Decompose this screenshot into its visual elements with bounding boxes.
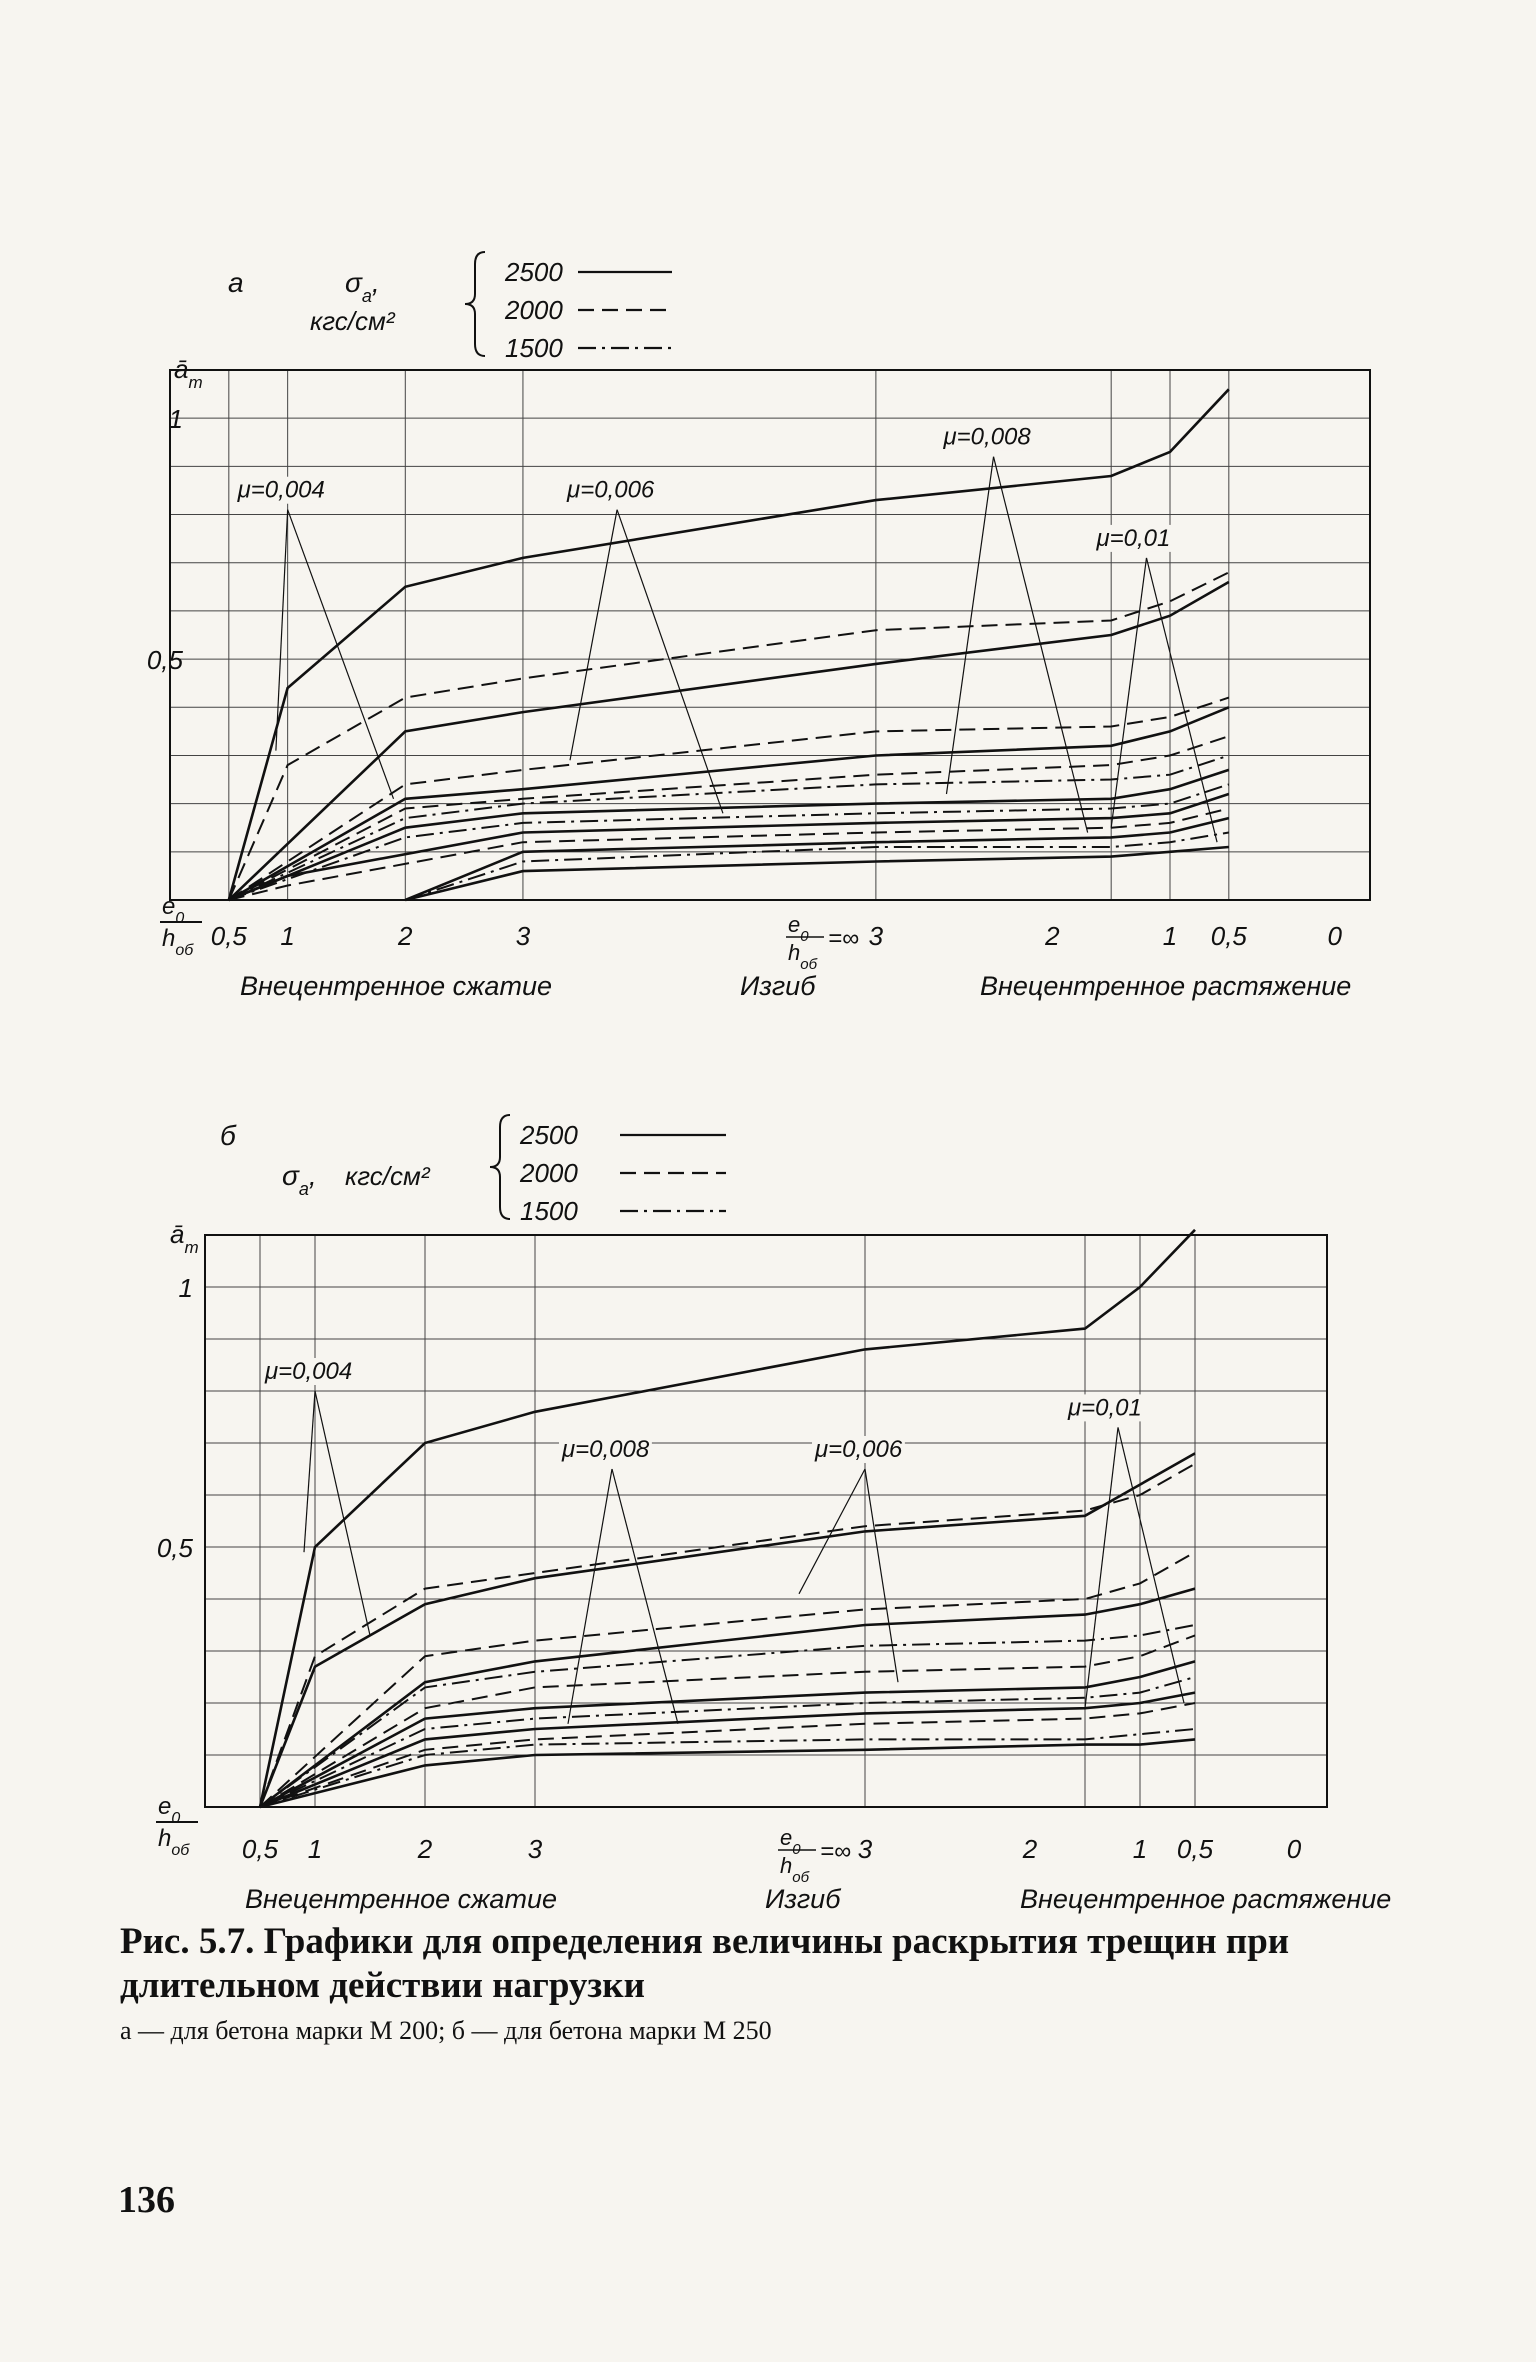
- x-tick-label: 0,5: [1176, 1834, 1214, 1864]
- data-series-12-dashdot: [260, 1729, 1195, 1807]
- mu-annotation-label: μ=0,004: [265, 1358, 353, 1385]
- y-tick-label: 1: [178, 1273, 193, 1303]
- legend-symbol-suffix: ,: [371, 267, 380, 298]
- x-tick-label: 1: [1132, 1834, 1148, 1864]
- y-axis-label-sub: т: [188, 372, 203, 392]
- x-axis-label-den-sub: об: [175, 941, 194, 959]
- annotation-leader-line: [612, 1469, 678, 1724]
- x-axis-label-num-main: e: [162, 893, 176, 920]
- x-tick-label: 3: [868, 921, 884, 951]
- caption-note: а — для бетона марки М 200; б — для бетона марки М 250: [120, 2016, 772, 2045]
- x-axis-label-den-sub: об: [171, 1841, 190, 1859]
- x-tick-label: 3: [857, 1834, 873, 1864]
- center-label-num-sub: 0: [800, 927, 809, 945]
- mu-annotation-label: μ=0,006: [567, 476, 655, 504]
- x-section-label: Внецентренное сжатие: [245, 1884, 557, 1914]
- center-label-den: [780, 1853, 810, 1886]
- x-tick-label: 0,5: [1210, 921, 1247, 951]
- panel-letter: б: [220, 1120, 236, 1151]
- x-axis-label-den: [162, 925, 194, 959]
- mu-annotation-label: μ=0,006: [815, 1436, 903, 1463]
- x-section-label: Внецентренное сжатие: [240, 971, 552, 1001]
- data-series-3-solid: [260, 1453, 1195, 1807]
- center-label-den-sub: об: [800, 955, 818, 973]
- legend-label: 2500: [505, 257, 563, 287]
- x-tick-label: 0,5: [210, 921, 247, 951]
- x-section-label: Изгиб: [765, 1884, 841, 1914]
- legend-brace: [465, 252, 485, 356]
- x-tick-label: 2: [417, 1834, 433, 1864]
- mu-annotation-label: μ=0,008: [943, 423, 1031, 451]
- annotation-leader-line: [276, 510, 288, 751]
- annotation-leader-line: [617, 510, 723, 814]
- data-series-14-solid: [405, 847, 1229, 900]
- chart-panel-a: [0, 0, 1536, 1040]
- x-tick-label: 1: [280, 921, 295, 951]
- mu-annotation-label: μ=0,01: [1096, 524, 1171, 552]
- y-tick-label: 1: [168, 404, 183, 435]
- y-axis-label: [174, 354, 203, 392]
- x-section-label: Внецентренное растяжение: [980, 971, 1352, 1001]
- data-series-4-dashed: [260, 1552, 1195, 1807]
- legend-symbol-main: σ: [345, 267, 362, 298]
- y-axis-label-main: ā: [174, 354, 189, 384]
- x-tick-label: 2: [1022, 1834, 1038, 1864]
- x-axis-label-num-main: e: [158, 1793, 172, 1820]
- x-tick-label: 0: [1286, 1834, 1302, 1864]
- center-label-den-sub: об: [792, 1868, 810, 1886]
- data-series-2-dashed: [260, 1464, 1195, 1807]
- data-series-10-solid: [260, 1693, 1195, 1807]
- data-series-8-solid: [260, 1661, 1195, 1807]
- annotation-leader-line: [994, 457, 1088, 833]
- legend-symbol: [345, 267, 380, 306]
- data-series-8-solid: [229, 770, 1229, 900]
- x-axis-label-num-sub: 0: [171, 1809, 181, 1827]
- x-section-label: Изгиб: [740, 971, 816, 1001]
- x-tick-label: 3: [515, 921, 531, 951]
- y-tick-label: 0,5: [156, 1533, 193, 1563]
- center-label-num-main: e: [780, 1825, 793, 1850]
- center-label-num-sub: 0: [792, 1840, 801, 1858]
- annotation-leader-line: [1118, 1427, 1184, 1703]
- legend-label: 2000: [520, 1158, 578, 1188]
- legend-label: 1500: [520, 1196, 578, 1226]
- x-tick-label: 2: [398, 921, 413, 951]
- x-tick-label: 3: [527, 1834, 543, 1864]
- y-tick-label: 0,5: [146, 645, 183, 676]
- center-label-den-main: h: [780, 1853, 793, 1878]
- mu-annotation-label: μ=0,01: [1068, 1394, 1142, 1422]
- annotation-leader-line: [1111, 558, 1146, 828]
- panel-letter: а: [228, 267, 244, 298]
- x-axis-label-den: [158, 1825, 190, 1859]
- legend-symbol: [282, 1160, 317, 1199]
- y-axis-label-sub: т: [184, 1237, 199, 1257]
- center-label-num-main: e: [788, 912, 801, 937]
- caption-title: Рис. 5.7. Графики для определения величины раскрытия трещин при длительном действии нагрузки: [120, 1921, 1290, 2006]
- legend-symbol-suffix: ,: [308, 1160, 317, 1191]
- annotation-leader-line: [568, 1469, 612, 1724]
- chart-panel-b: [0, 1040, 1536, 1930]
- data-series-2-dashed: [229, 572, 1229, 900]
- x-tick-label: 2: [1045, 921, 1060, 951]
- center-label-den: [788, 940, 818, 973]
- data-series-12-solid: [405, 818, 1229, 900]
- x-tick-label: 1: [1162, 921, 1178, 951]
- center-label-suffix: =∞: [820, 1838, 852, 1865]
- annotation-leader-line: [1085, 1427, 1118, 1708]
- mu-annotation-label: μ=0,008: [562, 1436, 650, 1463]
- legend-unit: кгс/см²: [345, 1161, 430, 1191]
- y-axis-label-main: ā: [170, 1219, 185, 1249]
- center-label-suffix: =∞: [828, 925, 860, 952]
- legend-symbol-sub: a: [298, 1179, 309, 1199]
- page-number: 136: [118, 2179, 175, 2221]
- data-series-6-dashdot: [260, 1625, 1195, 1807]
- x-axis-label-den-main: h: [162, 925, 176, 952]
- annotation-leader-line: [865, 1469, 898, 1682]
- legend-label: 2000: [505, 295, 563, 325]
- legend-unit: кгс/см²: [310, 306, 395, 336]
- x-axis-label-num-sub: 0: [175, 909, 185, 927]
- annotation-leader-line: [799, 1469, 865, 1594]
- x-tick-label: 1: [307, 1834, 323, 1864]
- annotation-leader-line: [304, 1391, 315, 1552]
- legend-brace: [490, 1115, 510, 1219]
- x-section-label: Внецентренное растяжение: [1020, 1884, 1392, 1914]
- legend-label: 2500: [520, 1120, 578, 1150]
- center-label-den-main: h: [788, 940, 801, 965]
- x-tick-label: 0: [1327, 921, 1342, 951]
- legend-label: 1500: [505, 333, 563, 363]
- y-axis-label: [170, 1219, 199, 1257]
- figure-caption: [120, 1920, 1450, 2046]
- x-tick-label: 0,5: [241, 1834, 279, 1864]
- legend-symbol-sub: a: [361, 286, 372, 306]
- x-axis-label-den-main: h: [158, 1825, 172, 1852]
- legend-symbol-main: σ: [282, 1160, 299, 1191]
- mu-annotation-label: μ=0,004: [237, 476, 325, 504]
